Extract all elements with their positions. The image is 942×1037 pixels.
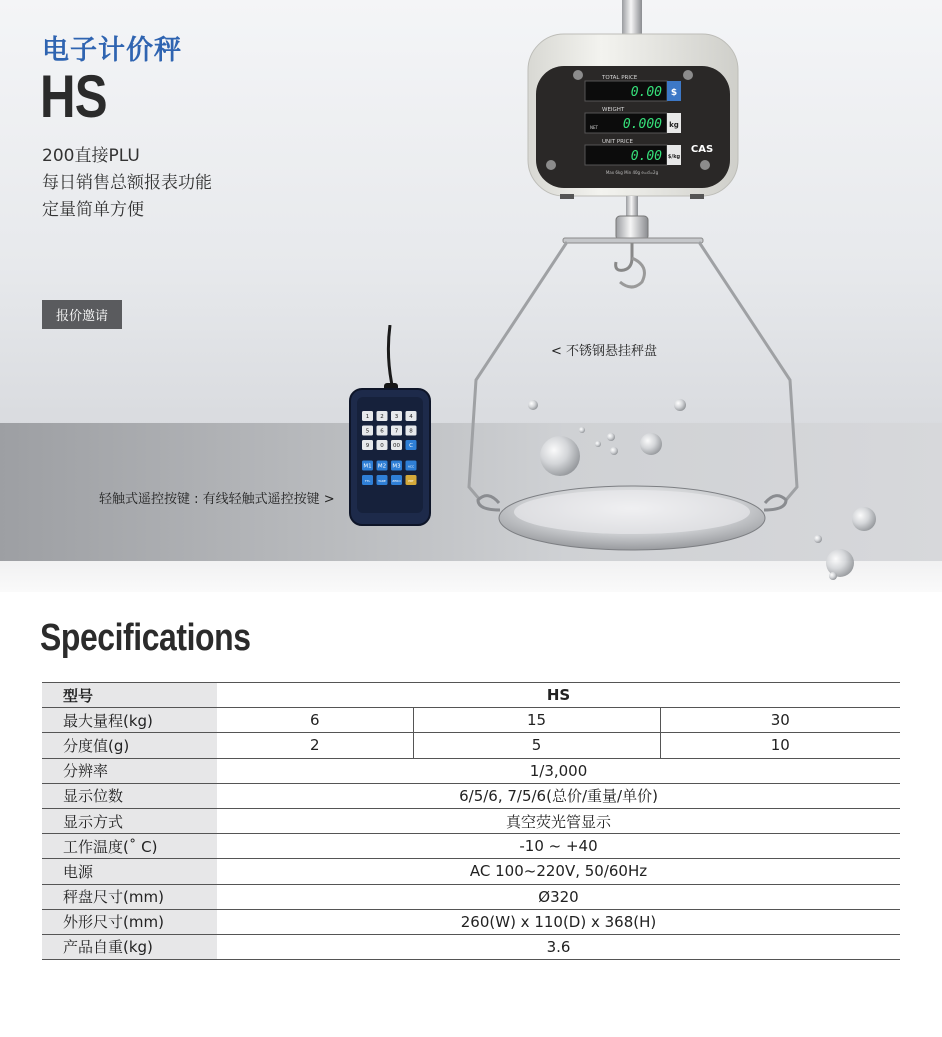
spec-label: 电源 [42,859,217,884]
weight-label: WEIGHT [602,107,625,113]
remote-key-label: 0 [380,443,384,449]
remote-key-label: 4 [409,414,413,420]
specifications-title: Specifications [40,617,251,659]
table-row [42,934,900,959]
spec-label: 工作温度(˚ C) [42,834,217,859]
spec-label: 产品自重(kg) [42,934,217,959]
unit-price-unit: $/kg [667,154,681,160]
remote-caption: 轻触式遥控按键 : 有线轻触式遥控按键 > [99,492,335,507]
weight-unit: kg [669,121,679,129]
product-subtitle: 电子计价秤 [42,35,182,66]
remote-key-label: ZERO [392,479,401,483]
spec-label: 显示位数 [42,783,217,808]
spec-value: AC 100~220V, 50/60Hz [217,859,900,884]
remote-key-label: ACC [407,464,415,469]
total-price-label: TOTAL PRICE [602,75,638,81]
spec-value: 6 [217,708,413,733]
spec-label: 显示方式 [42,808,217,833]
remote-key-label: 8 [409,428,413,435]
spec-label: 分辨率 [42,758,217,783]
unit-price-label: UNIT PRICE [602,139,633,145]
spec-label: 分度值(g) [42,733,217,758]
remote-key-label: M2 [377,463,387,470]
pan-caption: < 不锈钢悬挂秤盘 [551,344,658,359]
spec-label: 秤盘尺寸(mm) [42,884,217,909]
spec-value: 6/5/6, 7/5/6(总价/重量/单价) [217,783,900,808]
spec-value: 30 [660,708,900,733]
feature-list [42,143,212,224]
table-row [42,884,900,909]
spec-value: -10 ~ +40 [217,834,900,859]
remote-key-label: PRT [408,479,414,483]
table-row [42,808,900,833]
spec-value: Ø320 [217,884,900,909]
table-row [42,733,900,758]
remote-key-label: TARE [378,479,386,483]
spec-value: 15 [413,708,660,733]
remote-keypad-image [340,325,440,530]
feature-item: 200直接PLU [42,146,140,166]
quote-request-button[interactable]: 报价邀请 [42,300,122,329]
remote-key-label: M1 [363,463,372,470]
total-price-unit: $ [670,88,678,98]
spec-table [42,682,900,960]
weight-value: 0.000 [622,117,662,132]
spec-label: 最大量程(kg) [42,708,217,733]
table-row [42,859,900,884]
table-row [42,758,900,783]
capacity-line: Max 6kg Min 40g e=d=2g [605,170,659,175]
table-row [42,683,900,708]
remote-key-label: C [409,443,413,449]
table-row [42,909,900,934]
remote-key-label: 2 [380,414,384,420]
remote-key-label: 9 [365,443,370,449]
spec-value: 真空荧光管显示 [217,808,900,833]
spec-value: 3.6 [217,934,900,959]
table-row [42,783,900,808]
brand-logo: CAS [690,144,714,155]
remote-key-label: 7 [394,428,399,435]
spec-label: 外形尺寸(mm) [42,909,217,934]
remote-key-label: TTL [364,479,371,483]
remote-key-label: M3 [392,463,401,470]
remote-key-label: 3 [394,414,399,420]
unit-price-value: 0.00 [630,149,662,164]
net-label: NET [590,125,598,130]
spec-value: 1/3,000 [217,758,900,783]
feature-item: 每日销售总额报表功能 [42,173,212,193]
spec-value: 5 [413,733,660,758]
remote-key-label: 6 [380,428,384,435]
spec-value: HS [217,683,900,708]
spec-value: 2 [217,733,413,758]
spec-label: 型号 [42,683,217,708]
remote-key-label: 5 [365,428,370,435]
remote-key-label: 00 [393,443,400,449]
total-price-value: 0.00 [630,85,662,100]
spec-value: 260(W) x 110(D) x 368(H) [217,909,900,934]
product-model: HS [40,63,107,130]
feature-item: 定量简单方便 [42,200,144,220]
table-row [42,708,900,733]
remote-key-label: 1 [365,414,370,420]
table-row [42,834,900,859]
spec-value: 10 [660,733,900,758]
